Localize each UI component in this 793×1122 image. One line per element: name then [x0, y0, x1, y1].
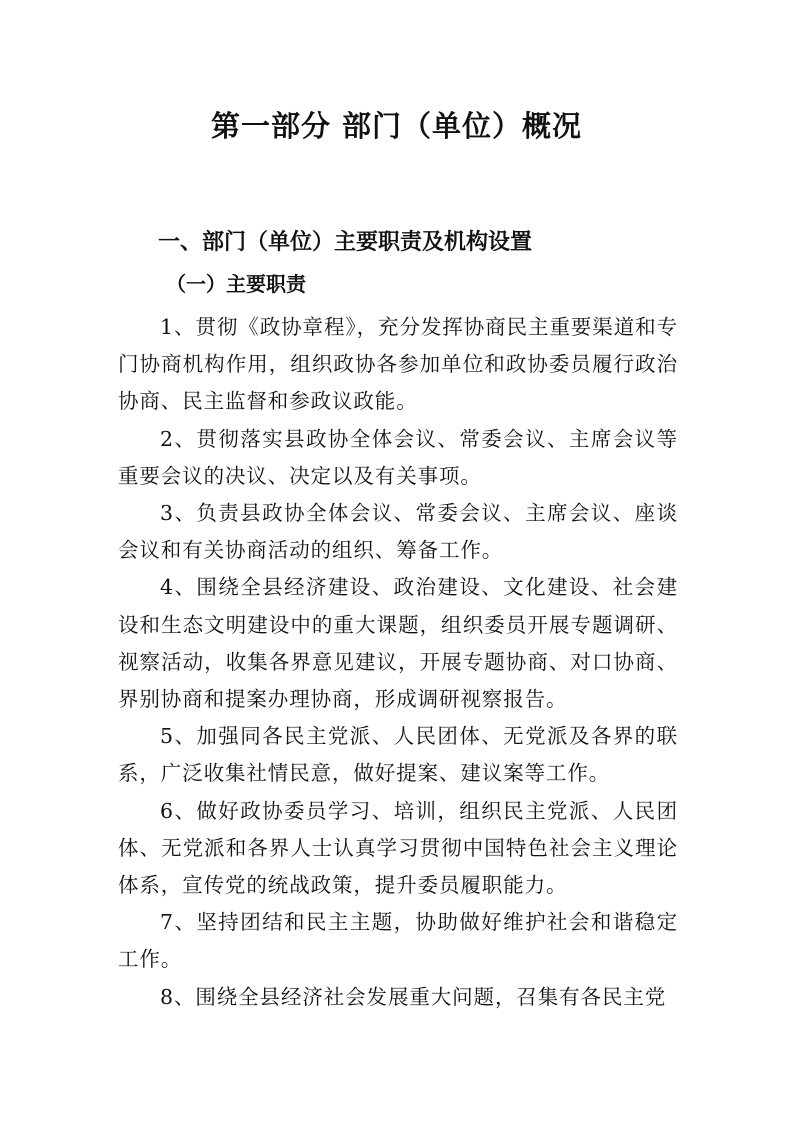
page-title: 第一部分 部门（单位）概况: [210, 109, 583, 143]
paragraph-8: 8、围绕全县经济社会发展重大问题，召集有各民主党: [160, 984, 667, 1009]
paragraph-1: 1、贯彻《政协章程》，充分发挥协商民主重要渠道和专门协商机构作用，组织政协各参加单位和政协委员履行政治协商、民主监督和参政议政能。: [118, 315, 678, 414]
paragraph-3: 3、负责县政协全体会议、常委会议、主席会议、座谈会议和有关协商活动的组织、筹备工作。: [118, 501, 678, 563]
paragraph-4: 4、围绕全县经济建设、政治建设、文化建设、社会建设和生态文明建设中的重大课题，组织委员开展专题调研、视察活动，收集各界意见建议，开展专题协商、对口协商、界别协商和提案办理协商，形成调研视察报告。: [118, 575, 678, 712]
paragraph-7: 7、坚持团结和民主主题，协助做好维护社会和谐稳定工作。: [118, 910, 678, 972]
paragraph-5: 5、加强同各民主党派、人民团体、无党派及各界的联系，广泛收集社情民意，做好提案、建议案等工作。: [118, 724, 678, 786]
paragraph-2: 2、贯彻落实县政协全体会议、常委会议、主席会议等重要会议的决议、决定以及有关事项。: [118, 426, 678, 488]
section-heading: 一、部门（单位）主要职责及机构设置: [158, 230, 533, 255]
sub-heading: （一）主要职责: [166, 272, 306, 296]
body-text: [118, 309, 678, 1016]
paragraph-6: 6、做好政协委员学习、培训，组织民主党派、人民团体、无党派和各界人士认真学习贯彻中国特色社会主义理论体系，宣传党的统战政策，提升委员履职能力。: [118, 798, 678, 898]
